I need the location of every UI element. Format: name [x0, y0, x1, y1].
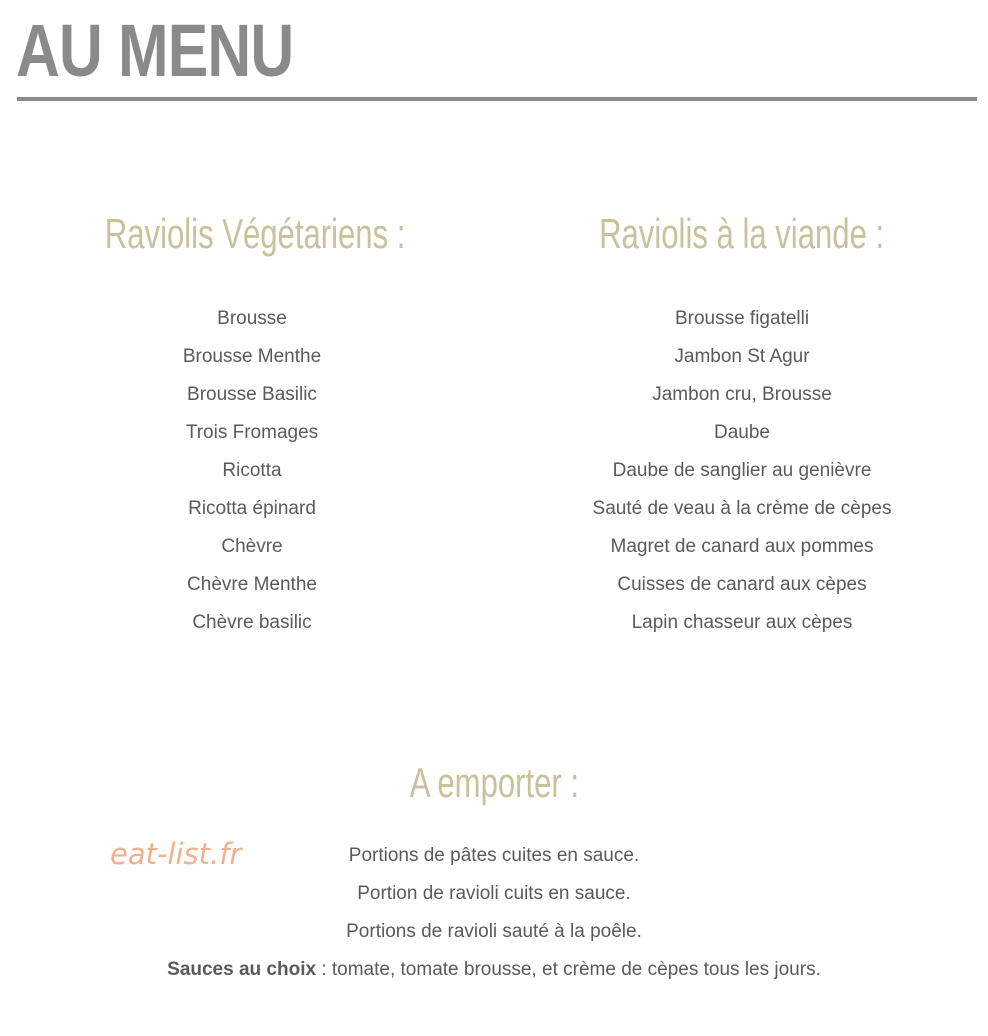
sauces-label: Sauces au choix	[167, 959, 317, 980]
list-item: Magret de canard aux pommes	[610, 536, 874, 557]
list-item: Portions de ravioli sauté à la poêle.	[346, 921, 642, 942]
list-item: Jambon St Agur	[674, 346, 810, 367]
list-item: Daube	[714, 422, 770, 443]
list-item: Cuisses de canard aux cèpes	[617, 574, 867, 595]
list-item: Brousse figatelli	[674, 308, 810, 329]
list-item: Portions de pâtes cuites en sauce.	[348, 845, 640, 866]
list-item: Chèvre Menthe	[187, 574, 317, 595]
meat-list	[542, 300, 942, 642]
list-item: Chèvre basilic	[192, 612, 312, 633]
vegetarian-heading: Raviolis Végétariens :	[104, 210, 406, 257]
list-item: Trois Fromages	[185, 422, 319, 443]
list-item: Daube de sanglier au genièvre	[612, 460, 872, 481]
list-item: Ricotta	[222, 460, 282, 481]
list-item: Jambon cru, Brousse	[652, 384, 832, 405]
list-item: Sauté de veau à la crème de cèpes	[592, 498, 892, 519]
list-item: Brousse Menthe	[182, 346, 322, 367]
list-item: Brousse Basilic	[187, 384, 317, 405]
list-item: Ricotta épinard	[188, 498, 316, 519]
sauces-text: : tomate, tomate brousse, et crème de cèpes tous les jours.	[316, 959, 821, 980]
takeaway-heading: A emporter :	[409, 759, 579, 806]
sauces-line	[0, 951, 988, 989]
page-title: AU MENU	[16, 9, 294, 92]
list-item: Chèvre	[221, 536, 283, 557]
watermark-text: eat-list.fr	[110, 837, 242, 871]
vegetarian-list	[52, 300, 452, 642]
list-item: Brousse	[217, 308, 287, 329]
list-item: Portion de ravioli cuits en sauce.	[357, 883, 631, 904]
title-divider	[17, 97, 977, 101]
list-item: Lapin chasseur aux cèpes	[631, 612, 853, 633]
meat-heading: Raviolis à la viande :	[599, 210, 885, 257]
vegetarian-section	[52, 206, 452, 642]
meat-section	[542, 206, 942, 642]
